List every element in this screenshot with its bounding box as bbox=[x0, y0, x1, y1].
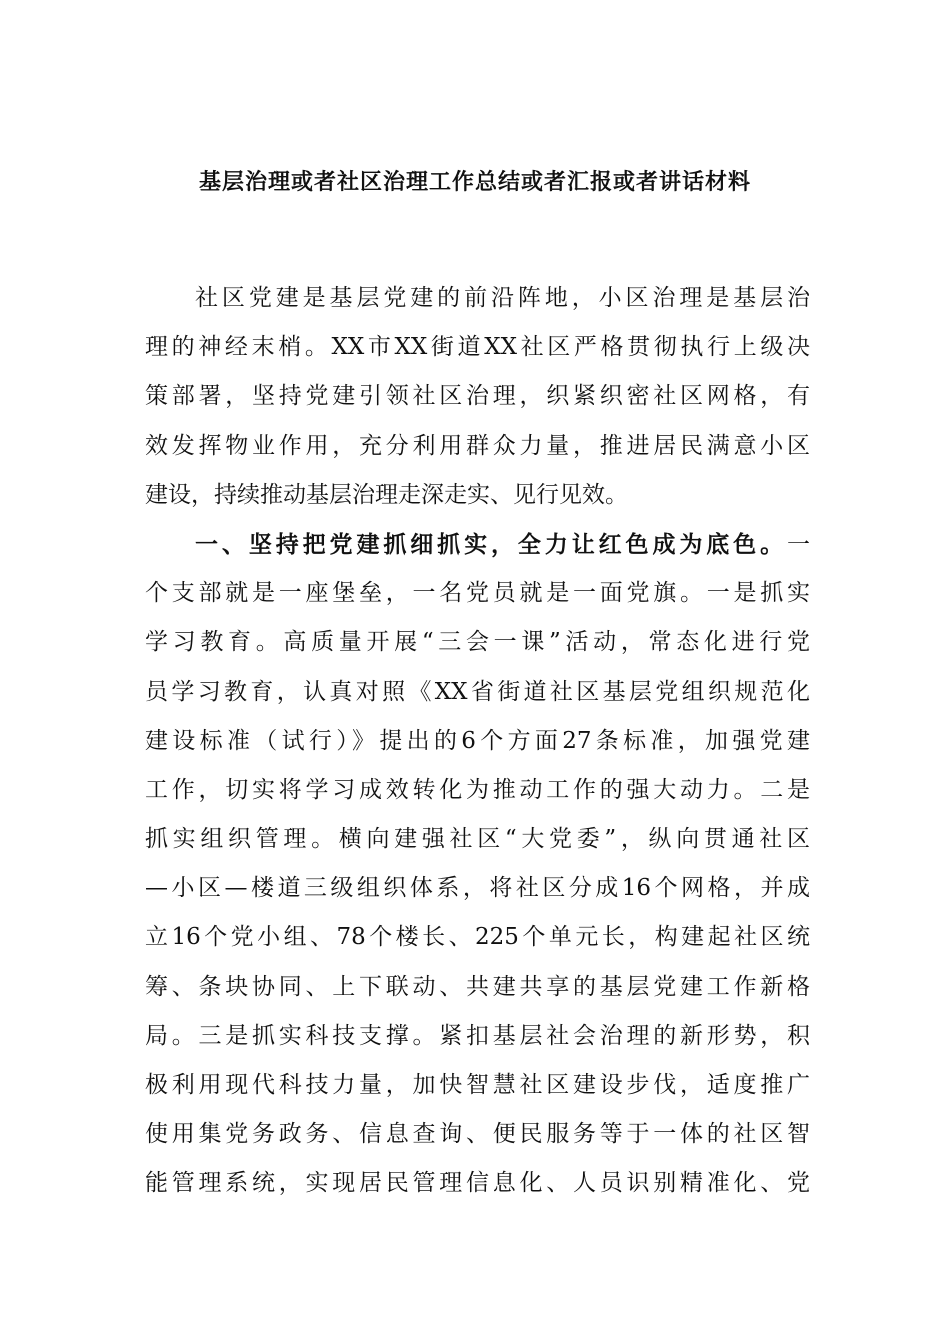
paragraph-line: 能管理系统，实现居民管理信息化、人员识别精准化、党 bbox=[145, 1170, 810, 1197]
paragraph-line: 工作，切实将学习成效转化为推动工作的强大动力。二是 bbox=[145, 776, 810, 803]
paragraph-line: —小区—楼道三级组织体系，将社区分成16个网格，并成 bbox=[145, 875, 810, 902]
paragraph-line: 建设，持续推动基层治理走深走实、见行见效。 bbox=[145, 481, 628, 508]
paragraph-line: 员学习教育，认真对照《XX省街道社区基层党组织规范化 bbox=[145, 678, 810, 705]
paragraph-line: 社区党建是基层党建的前沿阵地，小区治理是基层治 bbox=[195, 285, 810, 311]
paragraph-line: 立16个党小组、78个楼长、225个单元长，构建起社区统 bbox=[145, 924, 810, 951]
document-body bbox=[145, 274, 810, 1209]
paragraph-line: 建设标准（试行）》提出的6个方面27条标准，加强党建 bbox=[145, 727, 810, 754]
paragraph-line: 学习教育。高质量开展“三会一课”活动，常态化进行党 bbox=[145, 629, 810, 656]
paragraph-line: 个支部就是一座堡垒，一名党员就是一面党旗。一是抓实 bbox=[145, 580, 810, 607]
paragraph-line: 极利用现代科技力量，加快智慧社区建设步伐，适度推广 bbox=[145, 1072, 810, 1098]
paragraph-line: 使用集党务政务、信息查询、便民服务等于一体的社区智 bbox=[145, 1121, 810, 1148]
paragraph-line: 抓实组织管理。横向建强社区“大党委”，纵向贯通社区 bbox=[145, 826, 810, 853]
paragraph-line: 效发挥物业作用，充分利用群众力量，推进居民满意小区 bbox=[145, 432, 810, 459]
document-title: 基层治理或者社区治理工作总结或者汇报或者讲话材料 bbox=[198, 169, 751, 195]
paragraph-line: 理的神经末梢。XX市XX街道XX社区严格贯彻执行上级决 bbox=[145, 334, 810, 361]
paragraph-line: 筹、条块协同、上下联动、共建共享的基层党建工作新格 bbox=[145, 973, 810, 1000]
paragraph-line: 局。三是抓实科技支撑。紧扣基层社会治理的新形势，积 bbox=[145, 1022, 810, 1049]
paragraph-line: 策部署，坚持党建引领社区治理，织紧织密社区网格，有 bbox=[145, 383, 810, 410]
section-heading-line bbox=[145, 520, 810, 569]
section-heading: 一、坚持把党建抓细抓实，全力让红色成为底色。 bbox=[195, 530, 787, 558]
section-lead-text: 一 bbox=[787, 531, 810, 558]
